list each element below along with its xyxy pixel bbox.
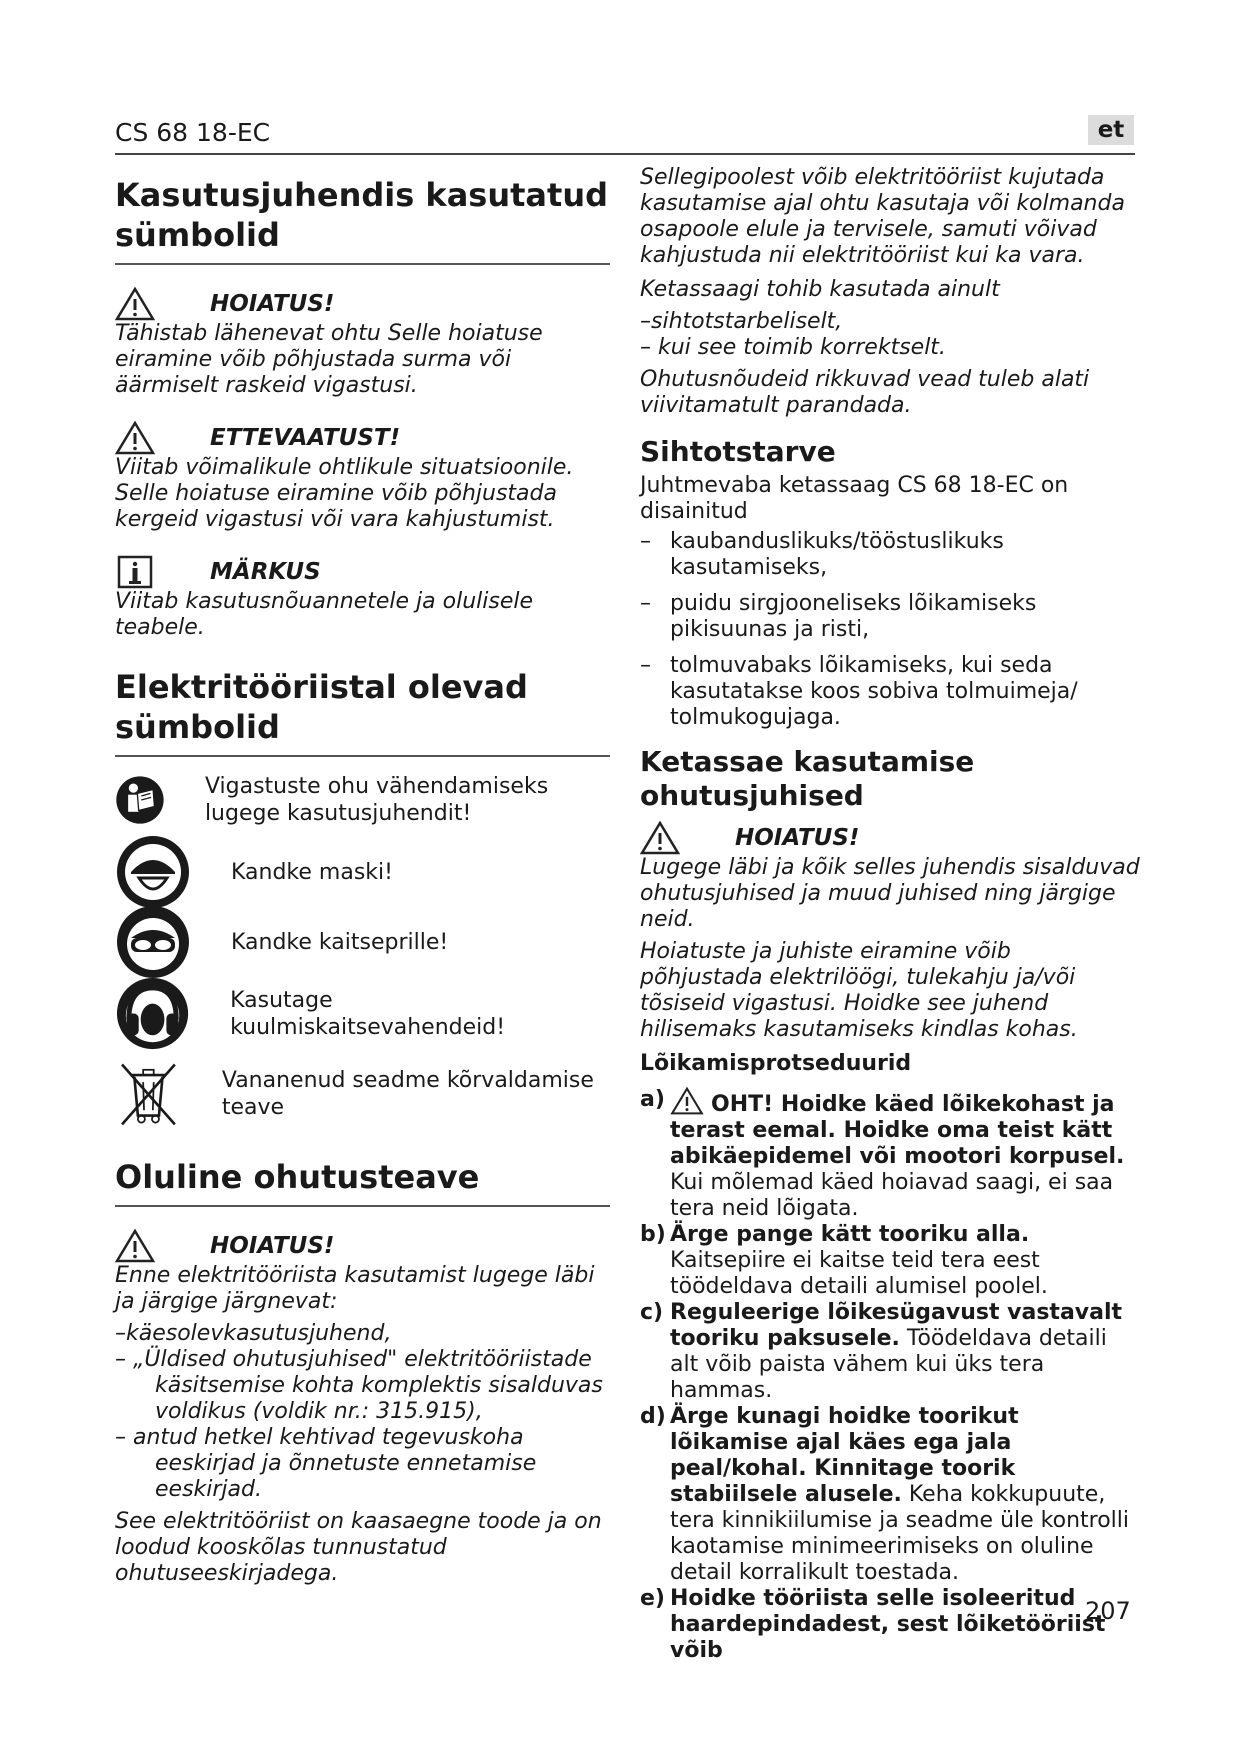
section-title-manual-symbols: Kasutusjuhendis kasutatud sümbolid	[115, 175, 610, 265]
step-letter: e)	[640, 1586, 665, 1611]
language-badge: et	[1088, 115, 1134, 145]
symbol-text: Kandke kaitseprille!	[231, 929, 449, 955]
symbol-text: Vananenud seadme kõrvaldamise teave	[221, 1068, 594, 1120]
step-letter: a)	[640, 1087, 665, 1112]
warning-text: Hoiatuste ja juhiste eiramine võib põhjustada elektrilöögi, tulekahju ja/või tõsiseid vigastusi. Hoidke see juhend hilisemaks kasutamiseks kindlas kohas.	[640, 939, 1078, 1042]
read-manual-icon	[115, 775, 165, 825]
symbol-row	[115, 763, 610, 837]
list-item: – kui see toimib korrektselt.	[640, 335, 946, 360]
step-bold-text: Hoidke tööriista selle isoleeritud haardepindadest, sest lõiketööriist võib	[670, 1586, 1106, 1663]
caution-title: ETTEVAATUST!	[210, 425, 401, 451]
list-item: – kaubanduslikuks/tööstuslikuks kasutamiseks,	[640, 529, 1140, 581]
symbol-text: Kandke maski!	[231, 859, 393, 885]
step-item	[640, 1404, 1140, 1586]
list-item: –sihtotstarbeliselt,	[640, 309, 843, 334]
page-number: 207	[1085, 1597, 1131, 1625]
list-item: – puidu sirgjooneliseks lõikamiseks pikisuunas ja risti,	[640, 591, 1140, 643]
symbol-text: Kasutage kuulmiskaitsevahendeid!	[230, 988, 506, 1040]
step-bold-text: Reguleerige lõikesügavust vastavalt tooriku paksusele.	[670, 1300, 1123, 1351]
step-item	[640, 1300, 1140, 1404]
warning-triangle-icon	[115, 287, 155, 321]
purpose-list	[640, 529, 1140, 731]
warning-text: Lugege läbi ja kõik selles juhendis sisalduvad ohutusjuhised ja muud juhised ning järgige neid.	[640, 855, 1140, 932]
mask-icon	[115, 834, 191, 910]
safety-warning-notice	[115, 1229, 610, 1587]
step-letter: b)	[640, 1222, 666, 1247]
use-only-text: Ketassaagi tohib kasutada ainult	[640, 277, 1000, 302]
symbol-row	[115, 837, 610, 907]
step-item	[640, 1087, 1140, 1222]
symbol-text: Vigastuste ohu vähendamiseks lugege kasutusjuhendit!	[204, 774, 549, 826]
use-conditions-list	[640, 309, 1140, 361]
step-letter: d)	[640, 1404, 666, 1429]
intro-text: Sellegipoolest võib elektritööriist kujutada kasutamise ajal ohtu kasutaja või kolmanda osapoole elule ja tervisele, samuti võivad kahjustuda nii elektritööriist kui ka vara.	[640, 165, 1125, 268]
cutting-steps-list	[640, 1087, 1140, 1664]
warning-triangle-icon	[115, 421, 155, 455]
section-title-tool-symbols: Elektritööriistal olevad sümbolid	[115, 667, 610, 757]
warning-triangle-icon	[115, 1229, 155, 1263]
section-title-purpose: Sihtotstarve	[640, 435, 836, 468]
warning-title: HOIATUS!	[210, 1233, 335, 1259]
left-column	[115, 165, 610, 1587]
step-bold-text: Ärge kunagi hoidke toorikut lõikamise ajal käes ega jala peal/kohal. Kinnitage toorik stabiilsele alusele.	[670, 1404, 1019, 1507]
section-title-saw-safety: Ketassae kasutamise ohutusjuhised	[640, 745, 975, 812]
saw-warning-notice	[640, 821, 1140, 1043]
symbol-row	[115, 977, 610, 1051]
caution-notice	[115, 421, 610, 533]
warning-title: HOIATUS!	[210, 291, 335, 317]
right-column	[640, 165, 1140, 1664]
list-item: – „Üldised ohutusjuhised" elektritööriistade käsitsemise kohta komplektis sisalduvas voldikus (voldik nr.: 315.915),	[115, 1347, 603, 1424]
crossed-bin-icon	[115, 1061, 182, 1128]
symbol-row	[115, 907, 610, 977]
step-text: Keha kokkupuute, tera kinnikiilumise ja seadme üle kontrolli kaotamise minimeerimiseks on oluline detail korralikult toestada.	[670, 1482, 1130, 1585]
info-icon	[115, 555, 155, 589]
section-title-safety-info: Oluline ohutusteave	[115, 1157, 610, 1207]
note-notice	[115, 555, 610, 641]
symbol-list	[115, 763, 610, 1137]
note-text: Viitab kasutusnõuannetele ja olulisele teabele.	[115, 589, 534, 640]
step-bold-text: OHT! Hoidke käed lõikekohast ja terast eemal. Hoidke oma teist kätt abikäepidemel või mootori korpusel.	[670, 1092, 1125, 1169]
step-text: Kui mõlemad käed hoiavad saagi, ei saa tera neid lõigata.	[670, 1170, 1114, 1221]
ear-protection-icon	[115, 976, 190, 1051]
warning-notice	[115, 287, 610, 399]
fix-text: Ohutusnõudeid rikkuvad vead tuleb alati viivitamatult parandada.	[640, 367, 1090, 418]
step-text: Töödeldava detaili alt võib paista vähem kui üks tera hammas.	[670, 1326, 1107, 1403]
step-letter: c)	[640, 1300, 664, 1325]
list-item: – tolmuvabaks lõikamiseks, kui seda kasutatakse koos sobiva tolmuimeja/ tolmukogujaga.	[640, 653, 1140, 731]
note-title: MÄRKUS	[210, 559, 321, 585]
step-text: Kaitsepiire ei kaitse teid tera eest töödeldava detaili alumisel poolel.	[670, 1248, 1048, 1299]
warning-title: HOIATUS!	[735, 825, 860, 851]
symbol-row	[115, 1051, 610, 1137]
warning-text: Tähistab lähenevat ohtu Selle hoiatuse eiramine võib põhjustada surma või äärmiselt raskeid vigastusi.	[115, 321, 543, 398]
document-model: CS 68 18-EC	[115, 118, 271, 147]
purpose-intro: Juhtmevaba ketassaag CS 68 18-EC on disainitud	[640, 473, 1069, 524]
goggles-icon	[115, 904, 191, 980]
warning-triangle-icon	[640, 821, 680, 855]
header-divider	[115, 153, 1135, 155]
step-item	[640, 1586, 1140, 1664]
warning-triangle-icon	[670, 1087, 704, 1115]
cutting-procedures-title: Lõikamisprotseduurid	[640, 1051, 912, 1076]
step-bold-text: Ärge pange kätt tooriku alla.	[670, 1222, 1030, 1247]
list-item: –käesolevkasutusjuhend,	[115, 1321, 392, 1346]
warning-text: Enne elektritööriista kasutamist lugege läbi ja järgige järgnevat:	[115, 1263, 595, 1314]
caution-text: Viitab võimalikule ohtlikule situatsioonile. Selle hoiatuse eiramine võib põhjustada kergeid vigastusi või vara kahjustumist.	[115, 455, 574, 532]
document-list	[115, 1321, 610, 1503]
step-item	[640, 1222, 1140, 1300]
closing-text: See elektritööriist on kaasaegne toode ja on loodud kooskõlas tunnustatud ohutuseeskirjadega.	[115, 1509, 602, 1586]
list-item: – antud hetkel kehtivad tegevuskoha eeskirjad ja õnnetuste ennetamise eeskirjad.	[115, 1425, 537, 1502]
